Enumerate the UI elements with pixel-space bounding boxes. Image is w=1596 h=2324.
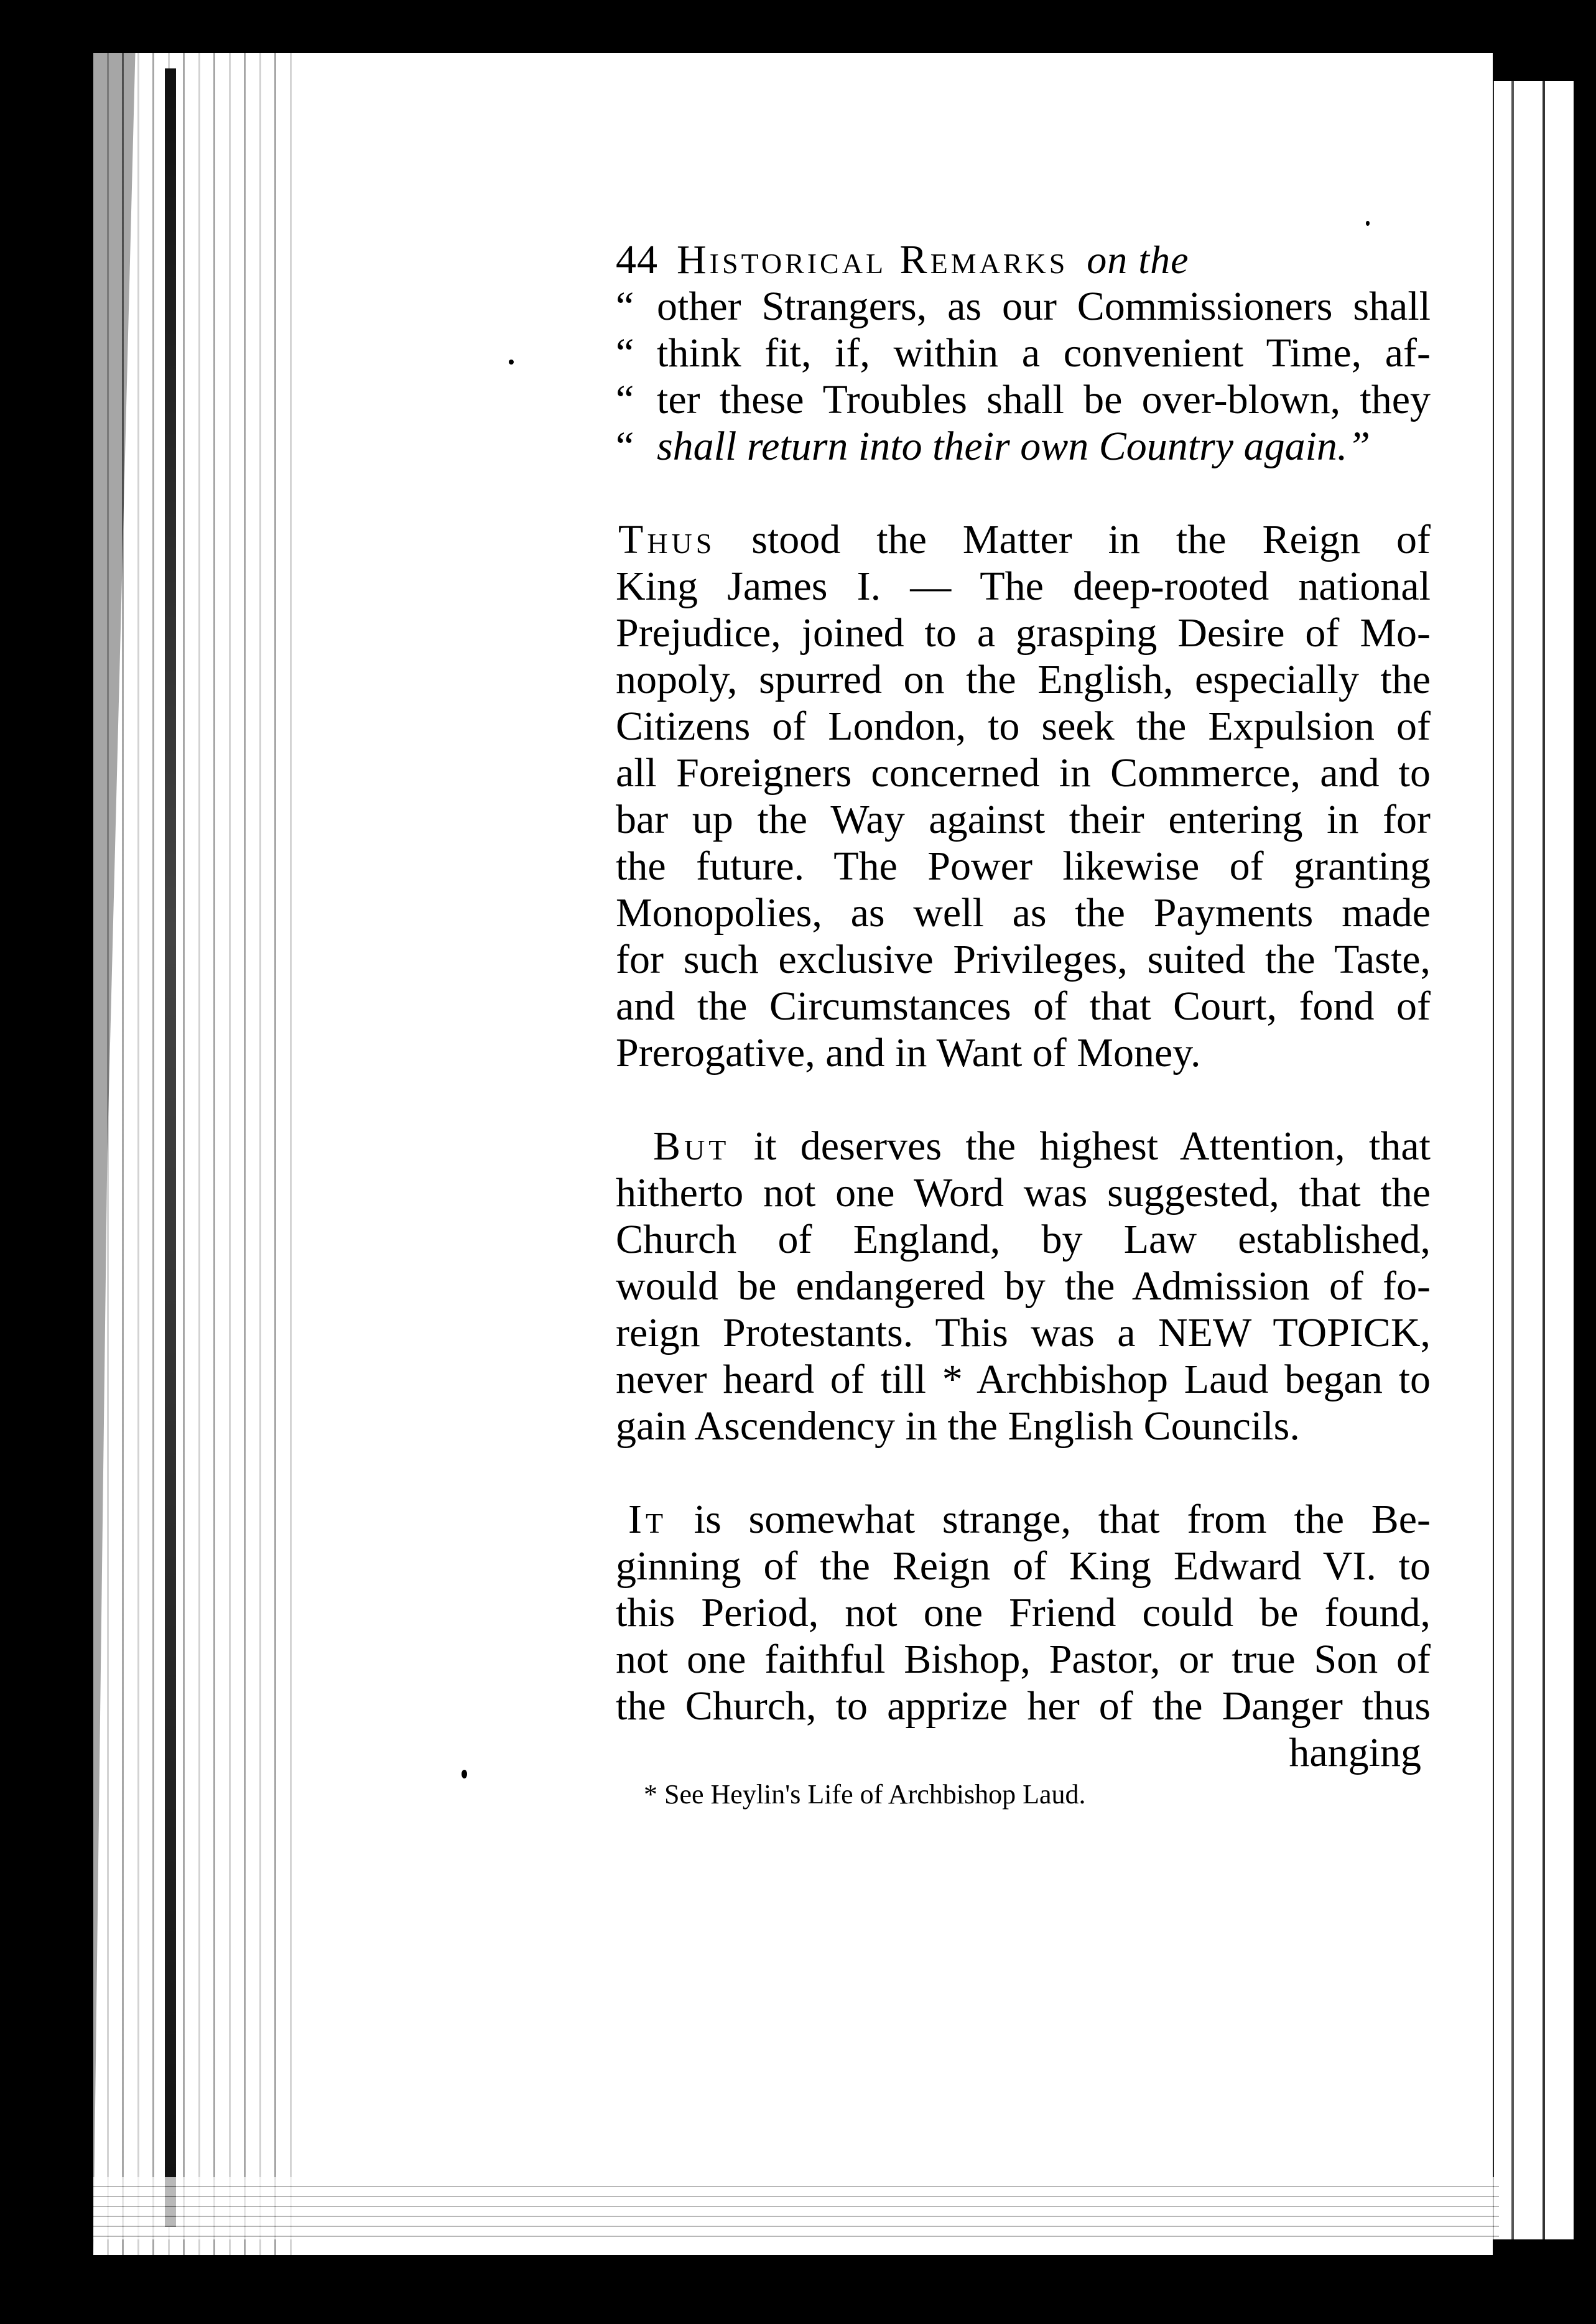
paragraph-2 [616, 1123, 1431, 1449]
text-line: the Church, to apprize her of the Danger thus [616, 1683, 1431, 1729]
quote-mark: “ [616, 284, 634, 329]
page-text [616, 236, 1431, 1813]
quote-line: “ other Strangers, as our Commissioners shall [616, 284, 1431, 329]
text-line: would be endangered by the Admission of fo- [616, 1263, 1431, 1309]
text-line: Church of England, by Law established, [616, 1217, 1431, 1262]
text-line: Citizens of London, to seek the Expulsion of [616, 704, 1431, 749]
quote-line: “ shall return into their own Country again.” [616, 424, 1371, 469]
quote-line: “ ter these Troubles shall be over-blown, they [616, 377, 1431, 422]
paragraph-1 [616, 516, 1431, 1076]
paragraph-3 [616, 1496, 1431, 1729]
running-title: Historical Remarks [677, 237, 1069, 282]
quote-line: “ think fit, if, within a convenient Time, af- [616, 330, 1431, 376]
page-number: 44 [616, 237, 658, 282]
text-line: Thus stood the Matter in the Reign of [618, 517, 1431, 562]
quote-mark: “ [616, 377, 634, 422]
running-title-tail: on the [1087, 238, 1189, 282]
quote-mark: “ [616, 330, 634, 376]
catchword: hanging [1289, 1730, 1421, 1775]
binding-gutter [93, 53, 299, 2255]
text-line: It is somewhat strange, that from the Be- [628, 1497, 1431, 1542]
text-line: never heard of till * Archbishop Laud began to [616, 1357, 1431, 1402]
lead-word: But [653, 1123, 730, 1169]
text-line: But it deserves the highest Attention, that [653, 1123, 1431, 1169]
quote-mark: “ [616, 424, 634, 469]
footnote: * See Heylin's Life of Archbishop Laud. [644, 1779, 1086, 1810]
text-line: King James I. — The deep-rooted national [616, 564, 1431, 609]
page-edges [1487, 81, 1586, 2239]
scan-speck [51, 163, 57, 170]
text-line: Prejudice, joined to a grasping Desire of Mo- [616, 610, 1431, 656]
text-line: this Period, not one Friend could be found, [616, 1590, 1431, 1635]
scan-speck [462, 1770, 467, 1778]
text-line: and the Circumstances of that Court, fond of [616, 983, 1431, 1029]
text-line: bar up the Way against their entering in for [616, 797, 1431, 842]
scan-speck [80, 235, 86, 243]
text-line: ginning of the Reign of King Edward VI. to [616, 1543, 1431, 1589]
text-line: hitherto not one Word was suggested, that the [616, 1170, 1431, 1215]
text-line: all Foreigners concerned in Commerce, and to [616, 750, 1431, 796]
text-line: nopoly, spurred on the English, especially the [616, 657, 1431, 702]
text-line: Prerogative, and in Want of Money. [616, 1030, 1201, 1076]
text-line: reign Protestants. This was a NEW TOPICK, [616, 1310, 1431, 1355]
running-head [616, 236, 1431, 283]
scan-speck [509, 360, 514, 365]
bottom-page-edge [93, 2177, 1499, 2239]
text-line: gain Ascendency in the English Councils. [616, 1403, 1300, 1449]
scan-speck [1366, 221, 1370, 226]
lead-word: It [628, 1497, 667, 1542]
quotation [616, 283, 1431, 470]
text-line: for such exclusive Privileges, suited the Taste, [616, 937, 1431, 982]
binding-shadow [165, 68, 176, 2227]
text-line: Monopolies, as well as the Payments made [616, 890, 1431, 936]
text-line: the future. The Power likewise of granting [616, 844, 1431, 889]
text-line: not one faithful Bishop, Pastor, or true Son of [616, 1637, 1431, 1682]
lead-word: Thus [618, 517, 716, 562]
